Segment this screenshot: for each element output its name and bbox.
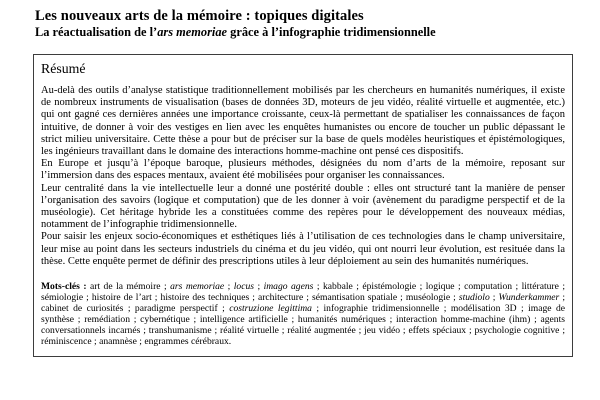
document-subtitle: La réactualisation de l’ars memoriae grâce à l’infographie tridimensionnelle: [35, 25, 436, 39]
abstract-paragraph-3: Leur centralité dans la vie intellectuelle leur a donné une postérité double : elles ont structuré tant la manière de penser l’organisation des savoirs (logique et computation) que de les donner à voir (avènement du paradigme perspectif et de la muséologie). Cet héritage hybride les a constituées comme des repères pour le développement des nouveaux médias, notamment de l’infographie tridimensionnelle.: [41, 182, 565, 231]
abstract-box: [33, 54, 573, 357]
abstract-paragraph-4: Pour saisir les enjeux socio-économiques et esthétiques liés à l’utilisation de ces technologies dans le champ universitaire, leur mise au point dans les secteurs industriels du cinéma et du jeu vidéo, qui ont nourri leur évolution, est resituée dans la thèse. Cette enquête permet de définir des prescriptions utiles à leur déploiement au sein des humanités numériques.: [41, 231, 565, 267]
abstract-heading: Résumé: [41, 61, 86, 76]
abstract-paragraph-1: Au-delà des outils d’analyse statistique traditionnellement mobilisés par les chercheurs en humanités numériques, il existe de nombreux instruments de visualisation (bases de données 3D, moteurs de jeu vidéo, réalité virtuelle et augmentée, etc.) qui ont gagné ces dernières années une importance croissante, ceux-là permettant de spatialiser les connaissances de façon intuitive, de donner à voir des vestiges en lien avec les enquêtes humanistes ou encore de toucher un public dépassant le strict milieu universitaire. Cette thèse a pour but de préciser sur la base de quels modèles heuristiques et épistémologiques, les ingénieurs travaillant dans le domaine des interactions homme-machine ont pensé ces dispositifs.: [41, 85, 565, 158]
document-header: [35, 8, 573, 40]
document-title: Les nouveaux arts de la mémoire : topiques digitales: [35, 8, 364, 24]
keywords-list: art de la mémoire ; ars memoriae ; locus ; imago agens ; kabbale ; épistémologie ; logique ; computation ; littérature ; sémiologie ; histoire de l’art ; histoire des techniques ; architecture ; sémantisation spatiale ; muséologie ; studiolo ; Wunderkammer ; cabinet de curiosités ; paradigme perspectif ; costruzione legittima ; infographie tridimensionnelle ; modélisation 3D ; image de synthèse ; remédiation ; cybernétique ; intelligence artificielle ; humanités numériques ; interaction homme-machine (ihm) ; agents conversationnels incarnés ; transhumanisme ; réalité virtuelle ; réalité augmentée ; jeu vidéo ; effets spéciaux ; psychologie cognitive ; réminiscence ; anamnèse ; engrammes cérébraux.: [41, 281, 566, 348]
keywords-label: Mots-clés :: [41, 281, 87, 293]
keywords-paragraph: [41, 281, 565, 347]
abstract-paragraph-2: En Europe et jusqu’à l’époque baroque, plusieurs méthodes, désignées du nom d’arts de la mémoire, reposant sur l’immersion dans des espaces mentaux, avaient été mobilisées pour organiser les connaissances.: [41, 158, 565, 182]
